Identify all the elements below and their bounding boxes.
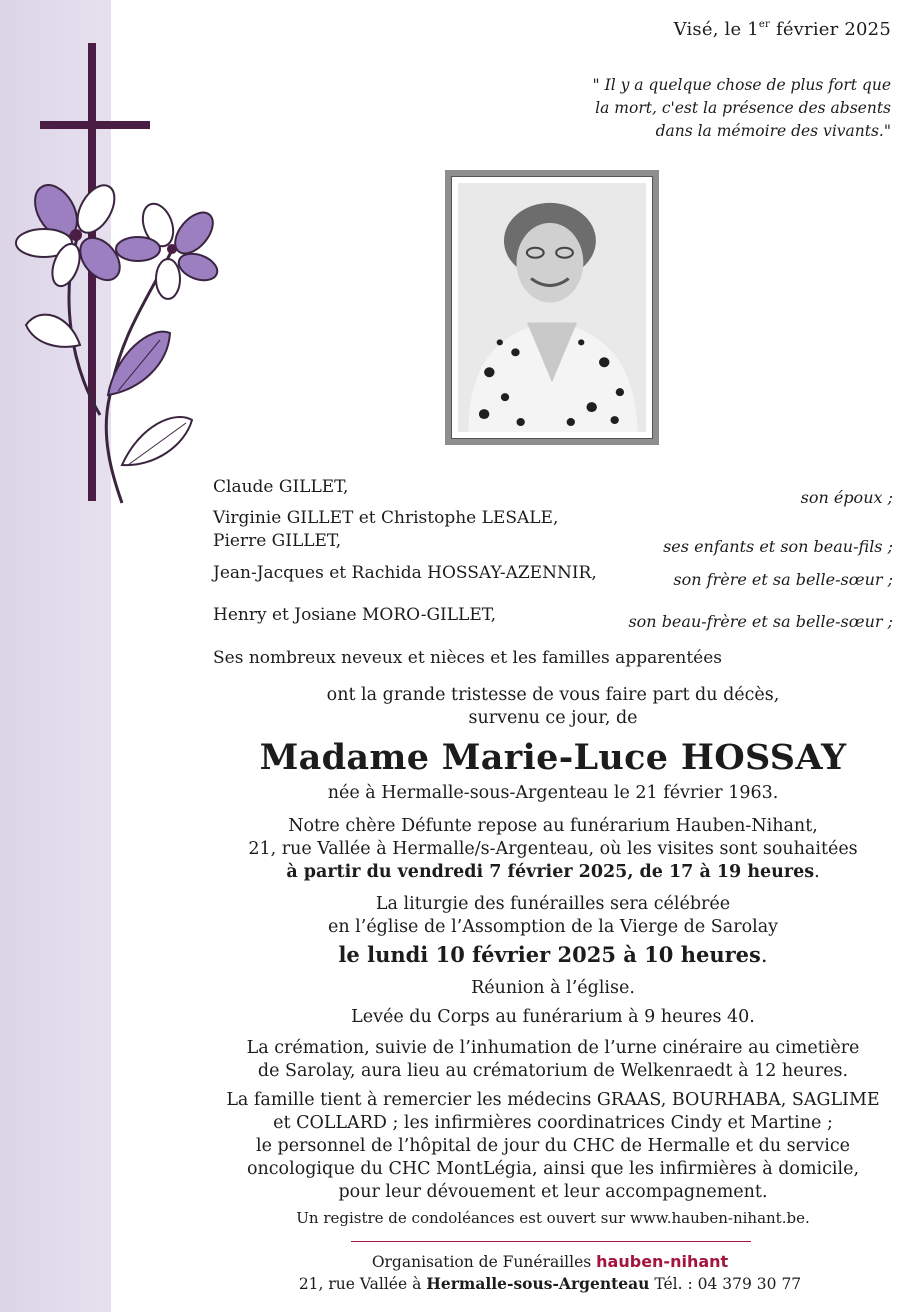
announcement-line: survenu ce jour, de [468,708,638,728]
cremation-block [213,1037,893,1083]
family-names: Henry et Josiane MORO-GILLET, [213,605,496,625]
deceased-name: Madame Marie-Luce HOSSAY [259,737,847,778]
footer-address: 21, rue Vallée à Hermalle-sous-Argenteau Tél. : 04 379 30 77 [298,1274,802,1293]
liturgy-date: le lundi 10 février 2025 à 10 heures. [338,942,768,967]
cross-flower-ornament-icon [0,35,240,515]
portrait-frame [445,170,659,445]
levee-info: Levée du Corps au funérarium à 9 heures 40. [351,1007,755,1027]
family-relation: son beau-frère et sa belle-sœur ; [628,612,893,631]
quote-line: " Il y a quelque chose de plus fort que [592,76,891,94]
visits-line: Notre chère Défunte repose au funérarium Hauben-Nihant, [288,816,818,836]
announcement-line: ont la grande tristesse de vous faire part du décès, [326,685,780,705]
liturgy-block [213,893,893,1029]
announcement-block [213,684,893,805]
thanks-line: La famille tient à remercier les médecins GRAAS, BOURHABA, SAGLIME [226,1090,880,1110]
thanks-line: et COLLARD ; les infirmières coordinatrices Cindy et Martine ; [273,1113,833,1133]
announcement-date: Visé, le 1er février 2025 [673,19,891,40]
cremation-line: de Sarolay, aura lieu au crématorium de Welkenraedt à 12 heures. [257,1061,849,1081]
liturgy-line: en l’église de l’Assomption de la Vierge de Sarolay [327,917,779,937]
visits-hours: à partir du vendredi 7 février 2025, de 17 à 19 heures. [286,862,820,882]
visits-block [213,815,893,884]
portrait-photo [458,183,646,432]
family-names: Jean-Jacques et Rachida HOSSAY-AZENNIR, [213,563,597,583]
footer-organisation: Organisation de Funérailles hauben-nihant [371,1252,729,1271]
thanks-line: le personnel de l’hôpital de jour du CHC de Hermalle et du service [255,1136,851,1156]
family-names: Claude GILLET, [213,477,349,497]
memorial-quote [561,74,891,143]
cremation-line: La crémation, suivie de l’inhumation de l’urne cinéraire au cimetière [246,1038,860,1058]
family-relation: ses enfants et son beau-fils ; [663,537,893,556]
thanks-line: oncologique du CHC MontLégia, ainsi que les infirmières à domicile, [246,1159,860,1179]
visits-line: 21, rue Vallée à Hermalle/s-Argenteau, où les visites sont souhaitées [248,839,858,859]
quote-line: dans la mémoire des vivants." [655,122,891,140]
family-names: Virginie GILLET et Christophe LESALE, Pierre GILLET, [213,508,559,551]
family-relation: son époux ; [800,488,893,507]
thanks-line: pour leur dévouement et leur accompagnement. [338,1182,768,1202]
family-relation: son frère et sa belle-sœur ; [673,570,893,589]
birth-info: née à Hermalle-sous-Argenteau le 21 février 1963. [327,783,779,803]
quote-line: la mort, c'est la présence des absents [595,99,891,117]
thanks-block [213,1089,893,1204]
liturgy-line: La liturgie des funérailles sera célébrée [375,894,731,914]
registry-info: Un registre de condoléances est ouvert sur www.hauben-nihant.be. [296,1209,810,1227]
footer [180,1251,918,1295]
family-names: Ses nombreux neveux et nièces et les familles apparentées [213,648,723,668]
meeting-info: Réunion à l’église. [471,978,635,998]
footer-divider [351,1241,751,1242]
brand-logo: hauben-nihant [596,1252,729,1271]
